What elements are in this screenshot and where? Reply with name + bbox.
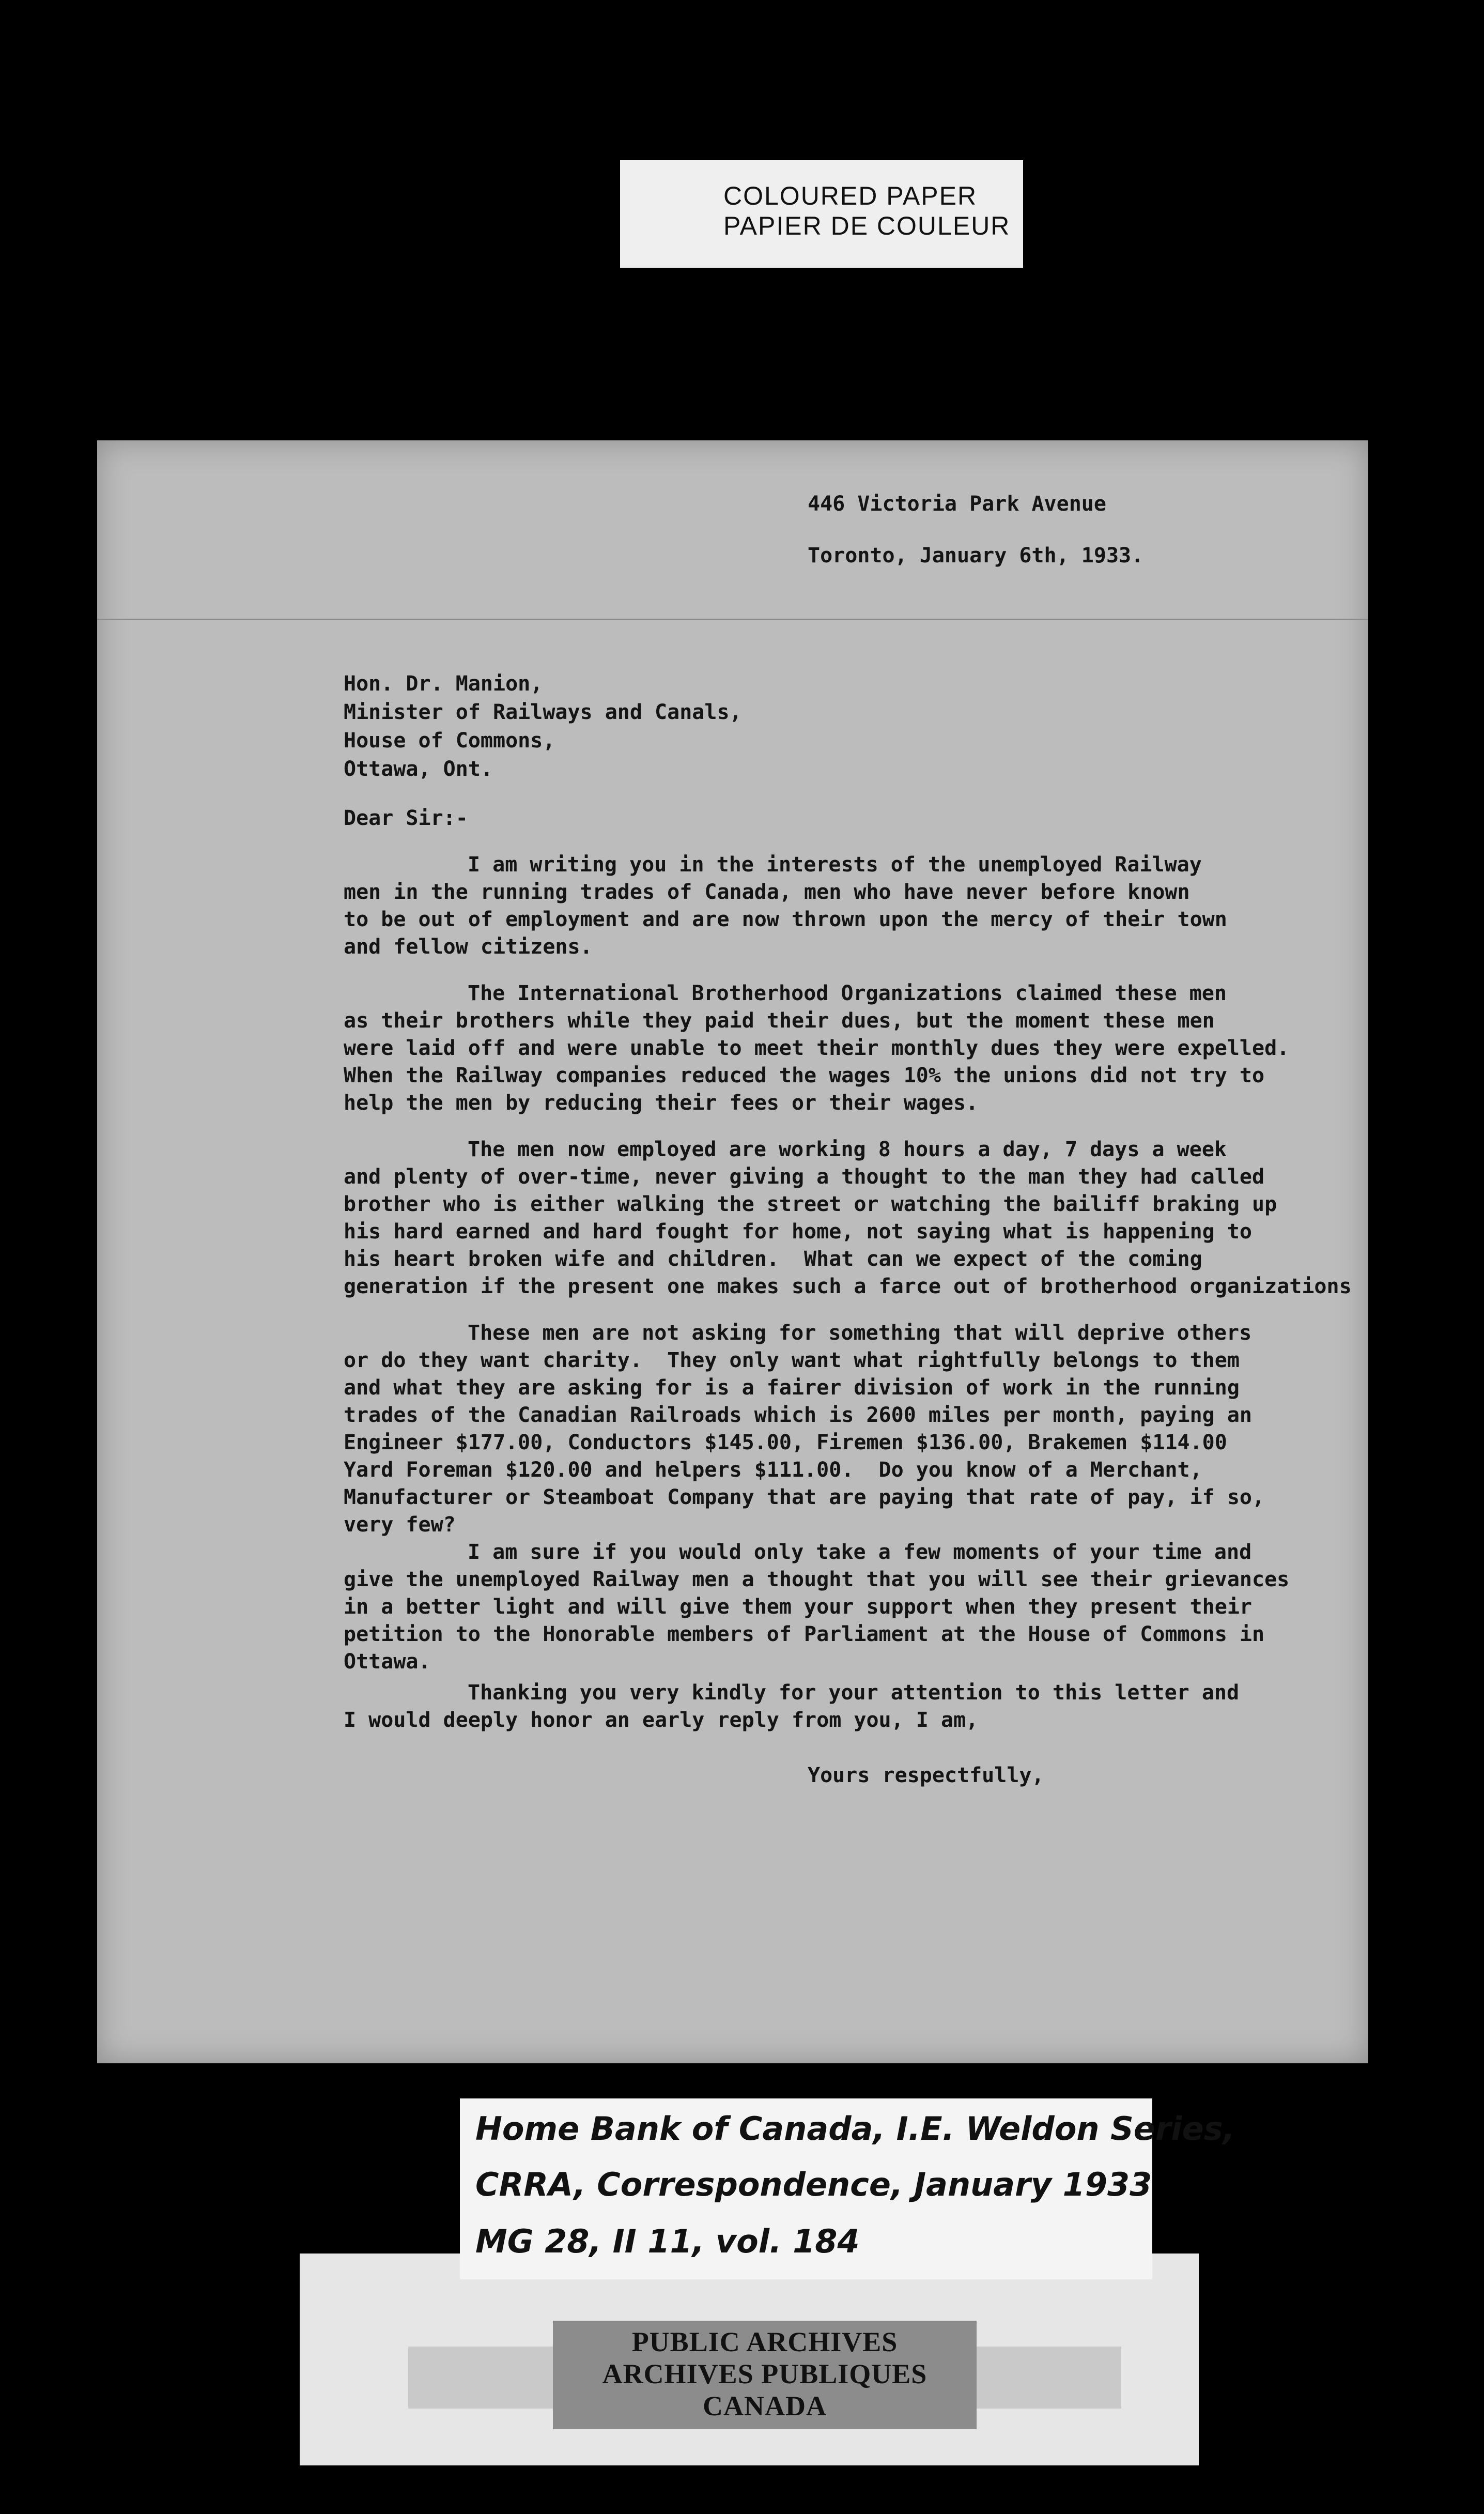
body-line: The men now employed are working 8 hours a day, 7 days a week bbox=[468, 1138, 1227, 1161]
body-line: The International Brotherhood Organizations claimed these men bbox=[468, 982, 1227, 1005]
body-line: his heart broken wife and children. What can we expect of the coming bbox=[344, 1247, 1202, 1271]
archival-reference-card bbox=[460, 2098, 1235, 2279]
body-line: Manufacturer or Steamboat Company that are paying that rate of pay, if so, bbox=[344, 1485, 1265, 1509]
body-line: and what they are asking for is a fairer division of work in the running bbox=[344, 1376, 1240, 1400]
label-line-english: COLOURED PAPER bbox=[723, 181, 978, 210]
typed-letter bbox=[97, 440, 1368, 2063]
label-line-french: PAPIER DE COULEUR bbox=[723, 211, 1011, 240]
body-line: generation if the present one makes such a farce out of brotherhood organizations bbox=[344, 1275, 1352, 1298]
closing: Yours respectfully, bbox=[808, 1764, 1044, 1787]
body-line: as their brothers while they paid their dues, but the moment these men bbox=[344, 1009, 1215, 1033]
body-line: Engineer $177.00, Conductors $145.00, Firemen $136.00, Brakemen $114.00 bbox=[344, 1431, 1227, 1454]
letter-page bbox=[97, 440, 1368, 2063]
recipient-line: Ottawa, Ont. bbox=[344, 757, 493, 781]
stamp-band-left bbox=[408, 2347, 553, 2409]
body-line: When the Railway companies reduced the wages 10% the unions did not try to bbox=[344, 1064, 1265, 1087]
body-line: men in the running trades of Canada, men who have never before known bbox=[344, 880, 1190, 904]
body-line: in a better light and will give them your support when they present their bbox=[344, 1595, 1252, 1619]
recipient-line: House of Commons, bbox=[344, 729, 555, 753]
body-line: were laid off and were unable to meet their monthly dues they were expelled. bbox=[344, 1036, 1290, 1060]
body-line: and plenty of over-time, never giving a thought to the man they had called bbox=[344, 1165, 1265, 1189]
letter-date: Toronto, January 6th, 1933. bbox=[808, 544, 1144, 568]
stamp-line: PUBLIC ARCHIVES bbox=[631, 2326, 898, 2357]
body-line: very few? bbox=[344, 1513, 456, 1537]
recipient-line: Minister of Railways and Canals, bbox=[344, 700, 742, 724]
body-line: and fellow citizens. bbox=[344, 935, 593, 959]
body-line: These men are not asking for something that will deprive others bbox=[468, 1321, 1252, 1345]
coloured-paper-label bbox=[620, 160, 1023, 268]
body-line: I am sure if you would only take a few moments of your time and bbox=[468, 1540, 1252, 1564]
body-line: give the unemployed Railway men a thought that you will see their grievances bbox=[344, 1568, 1290, 1591]
body-line: his hard earned and hard fought for home, not saying what is happening to bbox=[344, 1220, 1252, 1244]
body-line: brother who is either walking the street or watching the bailiff braking up bbox=[344, 1192, 1277, 1216]
salutation: Dear Sir:- bbox=[344, 806, 468, 830]
body-line: Thanking you very kindly for your attention to this letter and bbox=[468, 1681, 1240, 1705]
reference-line: CRRA, Correspondence, January 1933 bbox=[475, 2166, 1152, 2203]
stamp-band-right bbox=[977, 2347, 1121, 2409]
body-line: Ottawa. bbox=[344, 1650, 431, 1674]
stamp-line: ARCHIVES PUBLIQUES bbox=[602, 2358, 928, 2389]
body-line: petition to the Honorable members of Parliament at the House of Commons in bbox=[344, 1622, 1265, 1646]
reference-line: MG 28, II 11, vol. 184 bbox=[475, 2222, 860, 2260]
sender-address: 446 Victoria Park Avenue bbox=[808, 492, 1106, 516]
public-archives-stamp bbox=[553, 2321, 977, 2429]
body-line: Yard Foreman $120.00 and helpers $111.00. Do you know of a Merchant, bbox=[344, 1458, 1202, 1482]
stamp-line: CANADA bbox=[703, 2390, 827, 2421]
body-line: I would deeply honor an early reply from you, I am, bbox=[344, 1708, 979, 1732]
body-line: help the men by reducing their fees or their wages. bbox=[344, 1091, 979, 1115]
body-line: I am writing you in the interests of the unemployed Railway bbox=[468, 853, 1202, 877]
body-line: trades of the Canadian Railroads which is 2600 miles per month, paying an bbox=[344, 1403, 1252, 1427]
body-line: to be out of employment and are now thrown upon the mercy of their town bbox=[344, 908, 1227, 931]
recipient-line: Hon. Dr. Manion, bbox=[344, 672, 543, 696]
body-line: or do they want charity. They only want what rightfully belongs to them bbox=[344, 1348, 1240, 1372]
reference-line: Home Bank of Canada, I.E. Weldon Series, bbox=[475, 2110, 1235, 2148]
